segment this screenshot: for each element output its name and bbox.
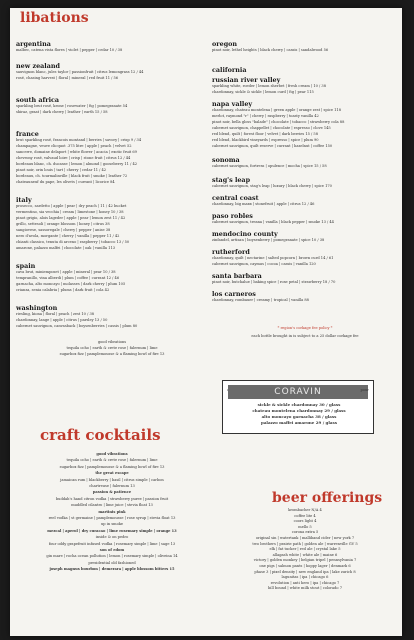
wine-line: chateauneuf du pape, les olivets | currant | licorice 84 [16, 180, 115, 184]
wine-line: brut sparkling rosé, francois montand | berries | savory | crisp 9 / 34 [16, 138, 142, 142]
wine-line: crianza, senia calabria | plums | dark fruit | cola 42 [16, 288, 110, 292]
wine-line: grillo, settesoli | orange blossom | honey | citrus 38 [16, 222, 110, 226]
beer-line: victory | golden monkey | belgian tripel | pennsylvania 7 [253, 558, 357, 563]
wine-line: chardonnay, lange | apple | citrus | parsley 13 / 50 [16, 318, 108, 322]
craft-cocktail-list [16, 452, 208, 632]
wine-line: good vibrations [97, 340, 127, 344]
wine-section-heading: stag's leap [212, 176, 251, 184]
wine-line: red blend, blackbird vineyards | espresso | spice | plum 90 [212, 138, 319, 142]
wine-section-heading: los carneros [212, 290, 256, 298]
wine-line: cava brut, miniemposet | apple | mineral | pear 10 / 38 [16, 270, 116, 274]
wine-section-heading: santa barbara [212, 272, 262, 280]
wine-section-heading: mendocino county [212, 230, 278, 238]
wine-line: chianti classico, tenuta di arceno | raspberry | tobacco 13 / 50 [16, 240, 130, 244]
cocktail-line: buddah's hand citron vodka | strawberry puree | passion fruit [55, 496, 169, 501]
wine-section-heading: south africa [16, 96, 60, 104]
wine-section-heading: washington [16, 304, 58, 312]
cocktail-line: chartreuse | falernum 13 [89, 484, 135, 488]
beer-line: coffee lite 4 [294, 513, 316, 518]
wine-line: sugarbox fizz | pamplemousse & a flaming bowl of fire 13 [59, 352, 165, 356]
cocktail-line: inside & on pedro [95, 535, 129, 540]
wine-line: chardonnay, rombauer | creamy | tropical | vanilla 88 [212, 298, 309, 302]
craft-cocktails-title: craft cocktails [40, 426, 161, 444]
beer-offerings-title: beer offerings [272, 490, 383, 506]
wine-line: merlot, raymond "r" | cherry | raspberry | toasty vanilla 42 [212, 114, 319, 118]
wine-line: chardonnay, quilt | nectarine | salted popcorn | brown curd 14 / 61 [212, 256, 334, 260]
wine-line: shiraz, graat | dark cherry | leather | earth 15 / 58 [16, 110, 108, 114]
wine-line: bordeaux blanc, ch. ducasse | lemon | almond | gooseberry 11 / 42 [16, 162, 138, 166]
beer-list [212, 508, 398, 628]
wine-line: sancerre, domaine delaport | white flower | acacia | exotic fruit 69 [16, 150, 137, 154]
wine-line: cabernet sauvignon, fortress | opulence | mocha | spice 15 / 58 [212, 164, 327, 168]
wine-section-heading: russian river valley [212, 76, 281, 84]
wine-line: garnacha, alto moncayo | molasses | dark cherry | plum 105 [16, 282, 126, 286]
wine-line: amarone, palazzo malfei | chocolate | oak | vanilla 113 [16, 246, 116, 250]
beer-line: original sin | watertank | malliband cider | new york 7 [255, 536, 355, 540]
wine-line: tempranillo, vina alberdi | plum | coffee | currant 12 / 46 [16, 276, 120, 280]
beer-line: phase 3 | pixel density | new england ipa | lake zurich 8 [254, 569, 356, 574]
cocktail-line: son of edom [99, 548, 125, 552]
cocktail-line: presidential old fashioned [88, 560, 136, 565]
wine-line: tequila ocho | earth & crete rose | falernum | lime [66, 346, 158, 350]
coravin-item: alto moncayo garnacha 38 / glass [261, 415, 337, 419]
wine-line: sparkling brut rosé, krone | rosewater | fig | pomegranate 54 [16, 104, 128, 108]
wine-section-heading: oregon [212, 40, 238, 48]
wine-line: cabernet sauvignon, chappellet | chocolate | espresso | clove 145 [212, 126, 331, 130]
cocktail-line: reel vodka | st germaine | pamplemousse | rose syrup | stevia float 13 [48, 516, 176, 520]
beer-line: revolution | anti hero | ipa | chicago 7 [270, 580, 340, 585]
wine-section-heading: argentina [16, 40, 51, 48]
wine-section-heading: spain [16, 262, 36, 270]
wine-line: pinot grigio, alois lageder | apple | pear | lemon zest 11 / 42 [16, 216, 126, 220]
beer-line: elk | fat tucker | red ale | crystal lake 5 [269, 547, 341, 552]
wine-line: red blend, quilt | forest floor | velvet | dark berries 15 / 58 [212, 132, 318, 136]
wine-list-left [16, 8, 208, 356]
cocktail-line: martinis pink [98, 509, 126, 514]
wine-section-heading: sonoma [212, 156, 240, 164]
beer-line: corona extra 5 [291, 530, 319, 535]
wine-line: * region's corkage fee policy * [277, 326, 333, 330]
wine-line: nero d'avola, morgante | cherry | vanilla | pepper 11 / 42 [16, 234, 120, 238]
cocktail-line: jamaican rum | blackberry | basil | citrus simple | carbon [60, 477, 164, 482]
wine-line: riesling, kiona | floral | peach | zest 10 / 38 [16, 312, 95, 316]
wine-list-right [212, 8, 398, 348]
beer-line: hill bound | white milk stout | colorado 7 [267, 586, 343, 591]
wine-line: pinot noir, orin louis | tart | cherry | cedar 11 / 42 [16, 168, 107, 172]
cocktail-line: sugarbox fizz | pamplemousse & a flaming bowl of fire 13 [59, 464, 165, 469]
beer-line: allagash white | white ale | maine 6 [272, 552, 338, 557]
wine-line: bordeaux, ch. tourmalinville | black fruit | smoke | leather 72 [16, 174, 128, 178]
wine-section-heading: new zealand [16, 62, 60, 70]
wine-section-heading: napa valley [212, 100, 253, 108]
wine-line: cabernet sauvignon, stag's leap | luxury | black cherry | spice 170 [212, 184, 332, 188]
wine-section-heading: paso robles [212, 212, 253, 220]
wine-line: pinot noir, bella gloss "balade" | chocolate | tobacco | strawberry cola 88 [212, 120, 345, 124]
wine-line: champagne, veuve clicquot .375 litre | apple | peach | velvet 52 [16, 144, 132, 148]
wine-line: chardonnay, big maxx | stonefruit | apple | citrus 12 / 46 [212, 202, 315, 206]
cocktail-line: muddled cilantro | lime juice | stevia float 13 [71, 503, 153, 508]
wine-line: pinot noir, lethel heights | black cherry | cassis | sandalwood 56 [212, 48, 329, 52]
cocktail-line: mezcal | aperol | dry curacao | lime rosemary simple | orange 13 [47, 528, 177, 533]
beer-line: coors light 4 [293, 519, 317, 524]
wine-line: sauvignon blanc, jules taylor | passionfruit | citrus lemongrass 12 / 44 [16, 70, 144, 74]
coravin-box [222, 380, 374, 434]
wine-section-heading: california [212, 66, 247, 74]
wine-section-heading: central coast [212, 194, 259, 202]
wine-line: chardonnay, sickle & sickle | lemon curd | fig | pear 115 [212, 90, 314, 94]
wine-line: malbec, catena vista flores | violet | pepper | cedar 10 / 38 [16, 48, 123, 52]
cocktail-line: gin mare | rocha ocean pollution | lemon | rosemary simple | oliveina 14 [46, 554, 178, 559]
wine-line: vermentino, sia vecchia | cream | limestone | honey 10 / 38 [16, 210, 124, 214]
wine-section-heading: rutherford [212, 248, 250, 256]
wine-line: pinot noir, butchalue | baking spice | rose petal | strawberry 18 / 70 [212, 280, 336, 284]
wine-line: cabernet sauvignon, quilt reserve | currant | hazelnut | coffee 150 [212, 144, 333, 148]
beer-line: one pigs | salmon pants | hoppy lager | denmark 6 [259, 564, 351, 568]
cocktail-line: passion & patience [92, 490, 132, 495]
libations-title: libations [20, 10, 89, 26]
menu-page [10, 8, 402, 636]
wine-line: cabernet sauvignon, canvasback | boysenberries | cassis | plum 80 [16, 324, 138, 328]
wine-line: sparkling white, roeder | lemon sherbet | fresh cream | 10 / 38 [212, 84, 326, 88]
cocktail-line: up in smoke [100, 522, 124, 527]
wine-line: cabernet sauvignon, caymus | cocoa | cassis | vanilla 120 [212, 262, 316, 266]
coravin-item: chateau montelena chardonnay 29 / glass [252, 409, 346, 413]
wine-line: chardonnay, chateau montelena | green apple | orange zest | spice 118 [212, 108, 341, 112]
cocktail-line: good vibrations [96, 452, 128, 456]
beer-line: mello 5 [298, 524, 312, 529]
wine-section-heading: france [16, 130, 39, 138]
wine-line: each bottle brought in is subject to a 25 dollar corkage fee [251, 334, 359, 338]
cocktail-line: four oddy grapefruit infused vodka | rosemary simple | lime | sage 13 [48, 541, 176, 546]
wine-section-heading: italy [16, 196, 32, 204]
wine-line: prosecco, sardetto | apple | pear | dry peach | 11 / 42 bucket [16, 204, 127, 208]
wine-line: sangiovese, sassoregale | cherry | pepper | anise 38 [16, 228, 111, 232]
wine-line: zinfandel, artisan | boysenberry | pomegranate | spice 10 / 38 [212, 238, 325, 242]
coravin-label-right: pour [360, 388, 369, 392]
cocktail-line: joseph magnus bourbon | demerara | apple blossom bitters 15 [49, 567, 175, 572]
coravin-item: sickle & sickle chardonnay 30 / glass [257, 403, 341, 407]
wine-line: rosé, chasing harvest | floral | mineral | red fruit 11 / 56 [16, 76, 119, 80]
cocktail-line: the great escape [95, 471, 129, 476]
coravin-item: palazzo maffei amarone 29 / glass [261, 421, 337, 425]
wine-line: cabernet sauvignon, treana | vanilla | black pepper | smoke 13 / 44 [212, 220, 334, 224]
beer-line: krombacher N/A 4 [288, 508, 322, 512]
cocktail-line: tequila ocho | earth & crete rose | falernum | lime [66, 458, 158, 463]
coravin-logo: CORAVIN [228, 385, 368, 399]
beer-line: two brothers | prairie path | golden ale | warrenville GV 5 [252, 541, 358, 546]
beer-line: lagunitas | ipa | chicago 6 [281, 575, 329, 580]
wine-line: chevrony rosé, valvaud loire | crisp | stone fruit | citrus 12 / 44 [16, 156, 131, 160]
